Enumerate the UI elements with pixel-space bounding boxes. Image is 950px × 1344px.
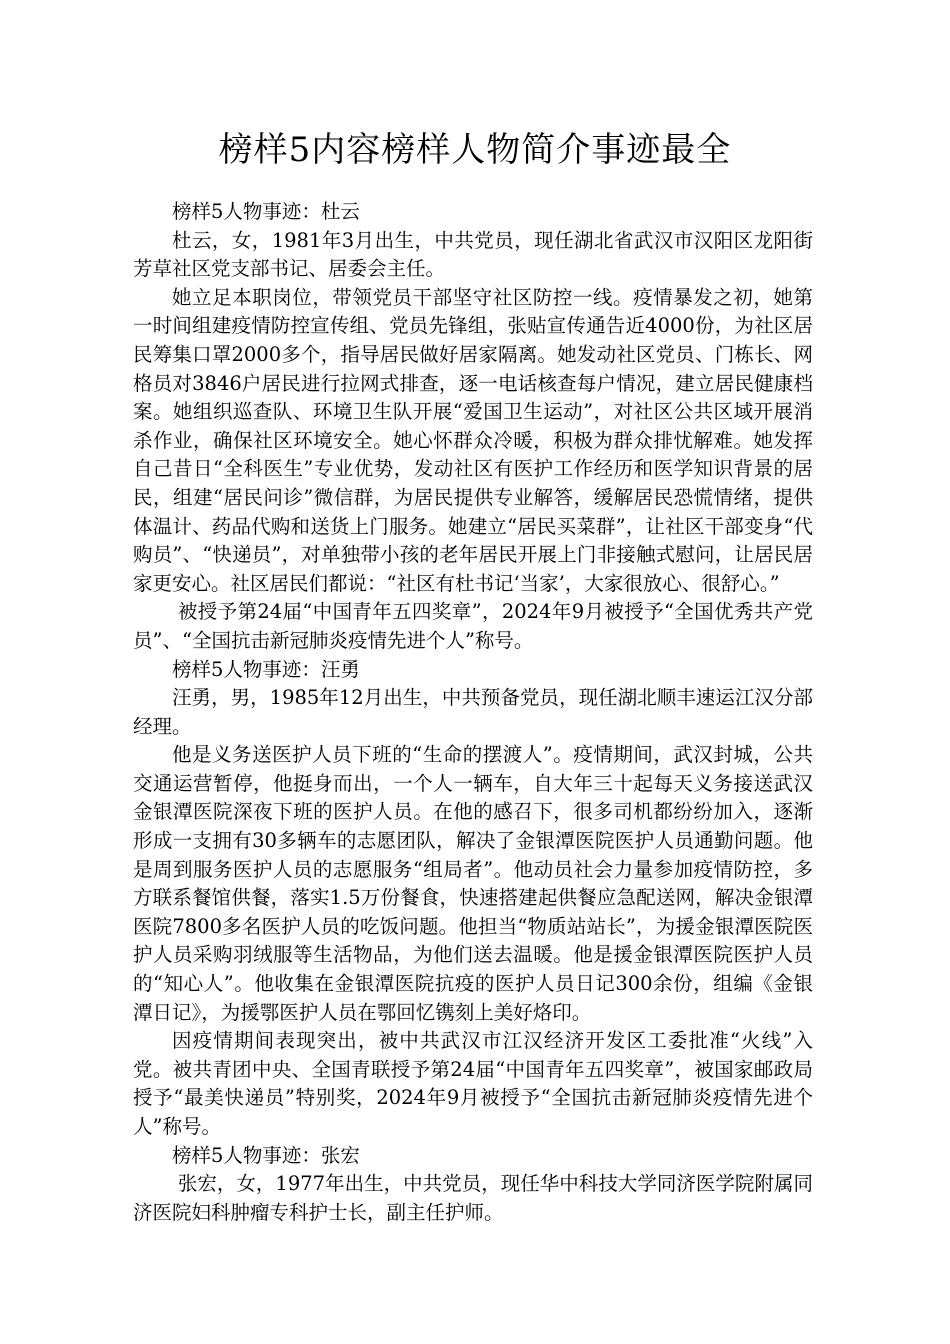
- paragraph-wang-yong-intro: 汪勇，男，1985年12月出生，中共预备党员，现任湖北顺丰速运江汉分部经理。: [133, 686, 813, 738]
- paragraph-wang-yong-deeds: 他是义务送医护人员下班的“生命的摆渡人”。疫情期间，武汉封城，公共交通运营暂停，他挺身而出，一个人一辆车，自大年三十起每天义务接送武汉金银潭医院深夜下班的医护人员。在他的感召下，很多司机都纷纷加入，逐渐形成一支拥有30多辆车的志愿团队，解决了金银潭医院医护人员通勤问题。他是周到服务医护人员的志愿服务“组局者”。他动员社会力量参加疫情防控，多方联系餐馆供餐，落实1.5万份餐食，快速搭建起供餐应急配送网，解决金银潭医院7800多名医护人员的吃饭问题。他担当“物质站站长”，为援金银潭医院医护人员采购羽绒服等生活物品，为他们送去温暖。他是援金银潭医院医护人员的“知心人”。他收集在金银潭医院抗疫的医护人员日记300余份，组编《金银潭日记》，为援鄂医护人员在鄂回忆镌刻上美好烙印。: [133, 743, 813, 1024]
- paragraph-du-yun-intro: 杜云，女，1981年3月出生，中共党员，现任湖北省武汉市汉阳区龙阳街芳草社区党支部书记、居委会主任。: [133, 228, 813, 281]
- paragraph-du-yun-honors: 被授予第24届“中国青年五四奖章”，2024年9月被授予“全国优秀共产党员”、“全国抗击新冠肺炎疫情先进个人”称号。: [133, 600, 813, 652]
- document-title: 榜样5内容榜样人物简介事迹最全: [218, 130, 732, 170]
- document-body: [133, 198, 813, 1227]
- section-heading-wang-yong: 榜样5人物事迹：汪勇: [172, 657, 360, 681]
- paragraph-du-yun-deeds: 她立足本职岗位，带领党员干部坚守社区防控一线。疫情暴发之初，她第一时间组建疫情防控宣传组、党员先锋组，张贴宣传通告近4000份，为社区居民筹集口罩2000多个，指导居民做好居家隔离。她发动社区党员、门栋长、网格员对3846户居民进行拉网式排查，逐一电话核查每户情况，建立居民健康档案。她组织巡查队、环境卫生队开展“爱国卫生运动”，对社区公共区域开展消杀作业，确保社区环境安全。她心怀群众冷暖，积极为群众排忧解难。她发挥自己昔日“全科医生”专业优势，发动社区有医护工作经历和医学知识背景的居民，组建“居民问诊”微信群，为居民提供专业解答，缓解居民恐慌情绪，提供体温计、药品代购和送货上门服务。她建立“居民买菜群”，让社区干部变身“代购员”、“快递员”，对单独带小孩的老年居民开展上门非接触式慰问，让居民居家更安心。社区居民们都说：“社区有杜书记‘当家’，大家很放心、很舒心。”: [133, 285, 813, 595]
- paragraph-zhang-hong-intro: 张宏，女，1977年出生，中共党员，现任华中科技大学同济医学院附属同济医院妇科肿瘤专科护士长，副主任护师。: [133, 1172, 813, 1224]
- section-heading-du-yun: 榜样5人物事迹：杜云: [172, 200, 360, 223]
- section-heading-zhang-hong: 榜样5人物事迹：张宏: [172, 1143, 360, 1167]
- paragraph-wang-yong-honors: 因疫情期间表现突出，被中共武汉市江汉经济开发区工委批准“火线”入党。被共青团中央、全国青联授予第24届“中国青年五四奖章”，被国家邮政局授予“最美快递员”特别奖，2024年9月被授予“全国抗击新冠肺炎疫情先进个人”称号。: [133, 1029, 813, 1138]
